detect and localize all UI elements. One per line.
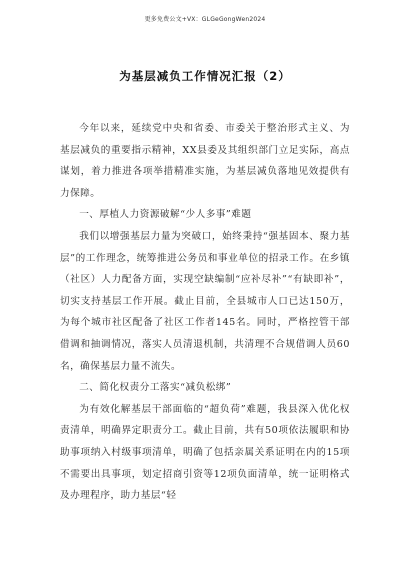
section-heading-2: 二、简化权责分工落实“减负松绑”: [79, 382, 232, 394]
document-title: 为基层减负工作情况汇报（2）: [119, 69, 291, 83]
document-body: [60, 118, 350, 507]
paragraph-section-1: 我们以增强基层力量为突破口，始终秉持“强基固本、聚力基层”的工作理念，统筹推进公务员和事业单位的招录工作。在乡镇（社区）人力配备方面，实现空缺编制“应补尽补”“有缺即补”，切实支持基层工作开展。截止目前，全县城市人口已达150万，为每个城市社区配备了社区工作者145名。同时，严格控管干部借调和抽调情况，落实人员清退机制，共清理不合规借调人员60名，确保基层力量不流失。: [60, 230, 350, 372]
paragraph-intro: 今年以来，延续党中央和省委、市委关于整治形式主义、为基层减负的重要指示精神，XX县委及其组织部门立足实际，高点谋划，着力推进各项举措精准实施，为基层减负落地见效提供有力保障。: [60, 123, 350, 199]
header-note: 更多免费公文+VX：GLGeGongWen2024: [144, 16, 266, 23]
section-heading-1: 一、厚植人力资源破解“少人多事”难题: [79, 209, 252, 221]
paragraph-section-2: 为有效化解基层干部面临的“超负荷”难题，我县深入优化权责清单，明确界定职责分工。截止目前，共有50项依法履职和协助事项纳入村级事项清单，明确了包括亲属关系证明在内的15项不需要出具事项，划定招商引资等12项负面清单，统一证明格式及办理程序，助力基层“轻: [60, 403, 350, 502]
